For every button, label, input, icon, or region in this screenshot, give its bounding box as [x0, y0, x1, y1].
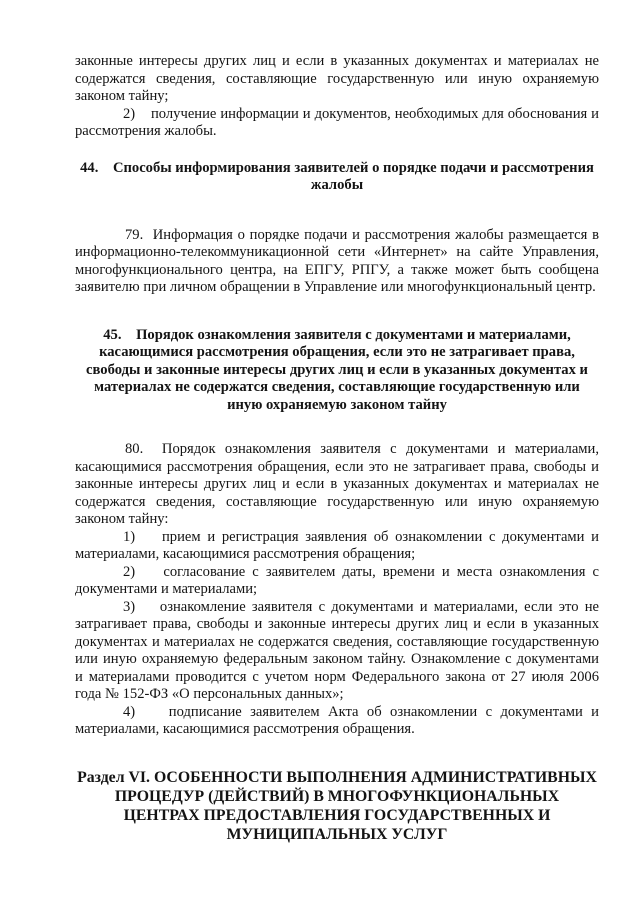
list-item-2-top: 2) получение информации и документов, необходимых для обоснования и рассмотрения жалобы. [75, 105, 599, 139]
list-item-2: 2) согласование с заявителем даты, времени и места ознакомления с документами и материалами; [75, 563, 599, 597]
section-heading-44: 44. Способы информирования заявителей о порядке подачи и рассмотрения жалобы [80, 159, 594, 193]
section-heading-45: 45. Порядок ознакомления заявителя с документами и материалами, касающимися рассмотрения обращения, если это не затрагивает права, свободы и законные интересы других лиц и если в указанных документах и материалах не содержатся сведения, составляющие государственную или иную охраняемую законом тайну [86, 326, 588, 413]
paragraph-79: 79. Информация о порядке подачи и рассмотрения жалобы размещается в информационно-телекоммуникационной сети «Интернет» на сайте Управления, многофункционального центра, на ЕПГУ, РПГУ, а также может быть сообщена заявителю при личном обращении в Управление или многофункциональный центр. [75, 226, 599, 295]
section-vi-title: Раздел VI. ОСОБЕННОСТИ ВЫПОЛНЕНИЯ АДМИНИСТРАТИВНЫХ ПРОЦЕДУР (ДЕЙСТВИЙ) В МНОГОФУНКЦИОНАЛЬНЫХ ЦЕНТРАХ ПРЕДОСТАВЛЕНИЯ ГОСУДАРСТВЕННЫХ И МУНИЦИПАЛЬНЫХ УСЛУГ [77, 768, 597, 843]
continuation-paragraph: законные интересы других лиц и если в указанных документах и материалах не содержатся сведения, составляющие государственную или иную охраняемую законом тайну; [75, 53, 599, 104]
paragraph-80: 80. Порядок ознакомления заявителя с документами и материалами, касающимися рассмотрения обращения, если это не затрагивает права, свободы и законные интересы других лиц и если в указанных документах и материалах не содержатся сведения, составляющие государственную или иную охраняемую законом тайну: [75, 441, 599, 527]
list-item-3: 3) ознакомление заявителя с документами и материалами, если это не затрагивает права, свободы и законные интересы других лиц и если в указанных документах и материалах не содержатся сведения, составляющие государственную или иную охраняемую федеральным законом тайну. Ознакомление с документами и материалами проводится с учетом норм Федерального закона от 27 июля 2006 года № 152-ФЗ «О персональных данных»; [75, 598, 599, 702]
list-item-4: 4) подписание заявителем Акта об ознакомлении с документами и материалами, касающимися рассмотрения обращения. [75, 703, 599, 737]
list-item-1: 1) прием и регистрация заявления об ознакомлении с документами и материалами, касающимися рассмотрения обращения; [75, 528, 599, 562]
